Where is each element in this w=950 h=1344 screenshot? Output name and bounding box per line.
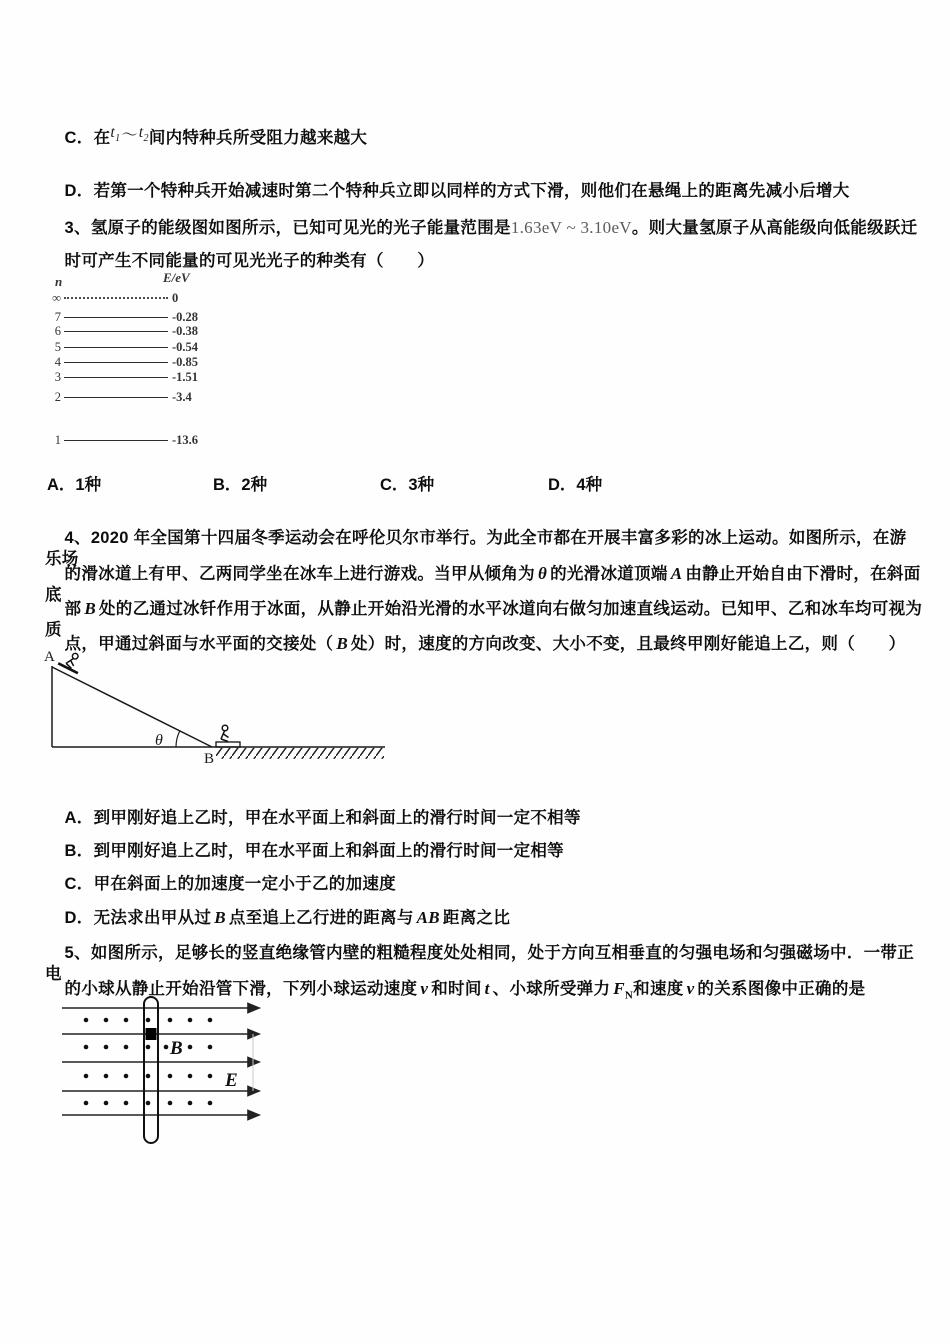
q3-text-a: 3、氢原子的能级图如图所示，已知可见光的光子能量范围是 (64, 219, 511, 237)
level-n: 2 (54, 389, 61, 404)
q5-text-2a: 的小球从静止开始沿管下滑，下列小球运动速度 (64, 980, 418, 998)
level-3 (45, 370, 198, 384)
q3-option-b: B．2种 (213, 476, 268, 494)
var-theta: θ (537, 564, 548, 583)
var-t2: t (138, 124, 144, 141)
q3-text-b: 。则大量氢原子从高能级向低能级跃迁 (631, 219, 918, 237)
level-5 (45, 340, 198, 354)
var-t2-sub: 2 (143, 133, 149, 145)
energy-level-diagram (45, 268, 230, 473)
incline-diagram (40, 646, 400, 771)
sled-figure-top (58, 648, 85, 673)
q4-option-d-mid: 点至追上乙行进的距离与 (228, 909, 414, 927)
level-value: -0.38 (172, 323, 199, 338)
label-B: B (204, 751, 215, 767)
level-line (64, 317, 168, 318)
level-line (64, 440, 168, 441)
q2-option-c-label: C． (64, 129, 94, 147)
tilde: ～ (121, 127, 138, 144)
level-line (64, 362, 168, 363)
level-line (64, 397, 168, 398)
sled-figure-bottom (216, 725, 240, 747)
field-tube-diagram (58, 993, 333, 1158)
q4-text-4b: 处）时，速度的方向改变、大小不变，且最终甲刚好能追上乙，则（ ） (351, 635, 906, 653)
q4-text-4a: 点，甲通过斜面与水平面的交接处（ (64, 635, 334, 653)
axis-label-e: E/eV (163, 270, 190, 285)
q2-option-d-label: D． (64, 182, 94, 200)
level-value: -3.4 (172, 389, 192, 404)
q2-option-d-text: 若第一个特种兵开始减速时第二个特种兵立即以同样的方式下滑，则他们在悬绳上的距离先减小后增大 (93, 182, 850, 200)
q2-option-c-post: 间内特种兵所受阻力越来越大 (148, 129, 368, 147)
q3-photon-range: 1.63eV ~ 3.10eV (510, 218, 632, 237)
level-value: -0.85 (172, 354, 199, 369)
var-B: B (214, 908, 226, 927)
q4-option-d-pre: 无法求出甲从过 (93, 909, 212, 927)
var-B: B (84, 599, 96, 618)
q3-option-c: C．3种 (380, 476, 435, 494)
level-line (64, 331, 168, 332)
level-n: 7 (54, 309, 61, 324)
var-t1: t (110, 124, 116, 141)
level-value: -0.28 (172, 309, 199, 324)
level-infinity (45, 291, 178, 305)
level-line-dotted (64, 297, 168, 299)
q4-option-a-text: 到甲刚好追上乙时，甲在水平面上和斜面上的滑行时间一定不相等 (93, 809, 581, 827)
q3-options-row (45, 471, 745, 493)
level-n: 5 (54, 339, 61, 354)
level-value: 0 (172, 290, 179, 305)
var-t1-sub: 1 (115, 133, 121, 145)
var-FN: F (613, 979, 625, 998)
var-FN-sub: N (624, 989, 634, 1002)
label-E-field: E (225, 1070, 238, 1091)
label-theta: θ (155, 732, 163, 749)
q4-text-3b: 处的乙通过冰钎作用于冰面，从静止开始沿光滑的水平冰道向右做匀加速直线运动。已知甲、乙和冰车均可视为质 (45, 600, 923, 639)
level-n: ∞ (52, 290, 61, 305)
var-B: B (336, 634, 348, 653)
ground-hatching (216, 748, 384, 759)
q4-option-c-text: 甲在斜面上的加速度一定小于乙的加速度 (93, 875, 396, 893)
level-line (64, 377, 168, 378)
q3-text-c: 时可产生不同能量的可见光光子的种类有（ ） (64, 252, 435, 270)
q5-text-2d: 和速度 (633, 980, 684, 998)
math-t1-t2 (110, 124, 149, 145)
q5-text-2b: 和时间 (431, 980, 482, 998)
q4-option-b-text: 到甲刚好追上乙时，甲在水平面上和斜面上的滑行时间一定相等 (93, 842, 564, 860)
level-6 (45, 324, 198, 338)
level-line (64, 347, 168, 348)
q5-text-1: 5、如图所示，足够长的竖直绝缘管内壁的粗糙程度处处相同，处于方向互相垂直的匀强电场和匀强磁场中．一带正电 (45, 944, 915, 983)
q4-text-1: 4、2020 年全国第十四届冬季运动会在呼伦贝尔市举行。为此全市都在开展丰富多彩的冰上运动。如图所示，在游乐场 (45, 529, 907, 568)
level-value: -13.6 (172, 432, 199, 447)
var-A: A (670, 564, 683, 583)
q5-text-2c: 、小球所受弹力 (492, 980, 611, 998)
charged-ball (146, 1028, 157, 1040)
incline-triangle (52, 666, 385, 747)
label-B-field: B (170, 1038, 183, 1059)
var-t: t (484, 979, 490, 998)
q4-option-d-label: D． (64, 909, 94, 927)
level-2 (45, 390, 192, 404)
level-1 (45, 433, 198, 447)
q4-option-d-post: 距离之比 (442, 909, 511, 927)
q4-option-b-label: B． (64, 842, 94, 860)
level-7 (45, 310, 198, 324)
q3-option-a: A．1种 (47, 476, 102, 494)
q4-text-2b: 的光滑冰道顶端 (550, 565, 668, 583)
q3-option-d: D．4种 (548, 476, 603, 494)
q4-text-2c: 由静止开始自由下滑时，在斜面底 (45, 565, 921, 604)
q2-option-c-pre: 在 (93, 129, 111, 147)
label-A: A (44, 649, 55, 665)
level-n: 3 (54, 369, 61, 384)
var-v: v (420, 979, 429, 998)
level-n: 4 (54, 354, 61, 369)
level-n: 1 (54, 432, 61, 447)
field-lines-arrows (62, 1004, 259, 1120)
level-4 (45, 355, 198, 369)
axis-label-n: n (55, 274, 63, 289)
level-value: -0.54 (172, 339, 199, 354)
var-v: v (686, 979, 695, 998)
q4-option-a-label: A． (64, 809, 94, 827)
level-n: 6 (54, 323, 61, 338)
var-AB: AB (416, 908, 440, 927)
level-value: -1.51 (172, 369, 199, 384)
q4-text-3a: 部 (64, 600, 82, 618)
q5-text-2e: 的关系图像中正确的是 (697, 980, 866, 998)
q4-option-c-label: C． (64, 875, 94, 893)
q4-text-2a: 的滑冰道上有甲、乙两同学坐在冰车上进行游戏。当甲从倾角为 (64, 565, 535, 583)
